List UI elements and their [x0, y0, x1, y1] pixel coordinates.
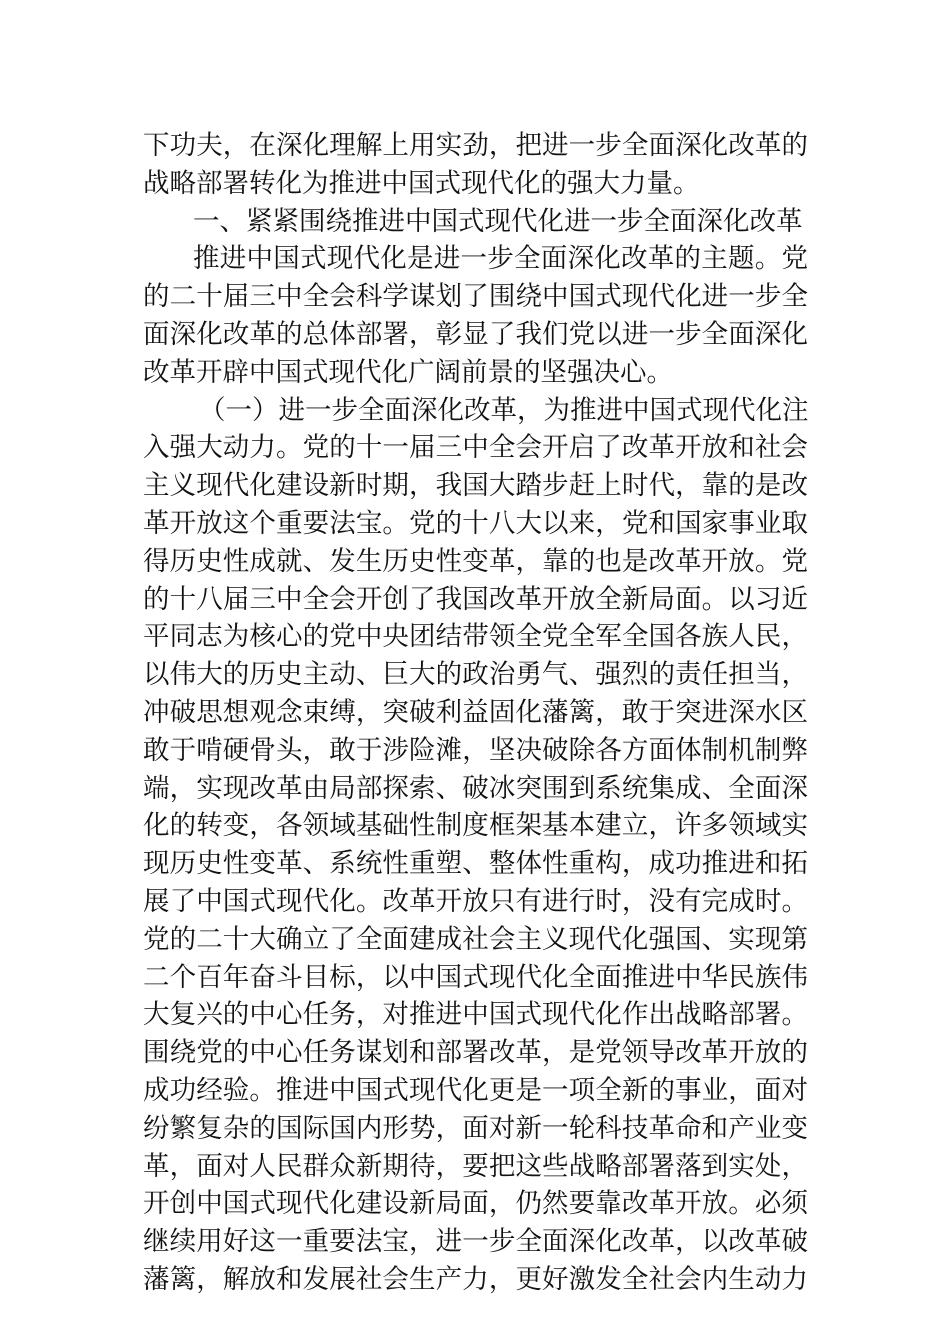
- text-line: 改革开辟中国式现代化广阔前景的坚强决心。: [143, 356, 673, 388]
- text-line: 冲破思想观念束缚，突破利益固化藩篱，敢于突进深水区: [143, 696, 808, 728]
- text-line: 开创中国式现代化建设新局面，仍然要靠改革开放。必须: [143, 1188, 808, 1220]
- text-line: 党的二十大确立了全面建成社会主义现代化强国、实现第: [143, 923, 808, 955]
- text-line: 纷繁复杂的国际国内形势，面对新一轮科技革命和产业变: [143, 1112, 808, 1144]
- text-line: 主义现代化建设新时期，我国大踏步赶上时代，靠的是改: [143, 470, 808, 502]
- text-line: 得历史性成就、发生历史性变革，靠的也是改革开放。党: [143, 545, 808, 577]
- text-line: 化的转变，各领域基础性制度框架基本建立，许多领域实: [143, 810, 808, 842]
- subsection-heading-line: （一）进一步全面深化改革，为推进中国式现代化注: [199, 394, 809, 426]
- text-line: 继续用好这一重要法宝，进一步全面深化改革，以改革破: [143, 1226, 808, 1258]
- text-line: 下功夫，在深化理解上用实劲，把进一步全面深化改革的: [143, 130, 808, 161]
- text-line: 展了中国式现代化。改革开放只有进行时，没有完成时。: [143, 885, 808, 917]
- text-line: 的二十届三中全会科学谋划了围绕中国式现代化进一步全: [143, 281, 808, 313]
- text-line: 藩篱，解放和发展社会生产力，更好激发全社会内生动力: [143, 1263, 808, 1295]
- text-line: 面深化改革的总体部署，彰显了我们党以进一步全面深化: [143, 318, 808, 350]
- document-body: [143, 127, 808, 1299]
- text-line: 革，面对人民群众新期待，要把这些战略部署落到实处，: [143, 1150, 808, 1182]
- text-line: 以伟大的历史主动、巨大的政治勇气、强烈的责任担当，: [143, 659, 808, 691]
- text-line: 战略部署转化为推进中国式现代化的强大力量。: [143, 167, 700, 199]
- text-line: 端，实现改革由局部探索、破冰突围到系统集成、全面深: [143, 772, 808, 804]
- text-line: 围绕党的中心任务谋划和部署改革，是党领导改革开放的: [143, 1037, 808, 1069]
- text-line: 敢于啃硬骨头，敢于涉险滩，坚决破除各方面体制机制弊: [143, 734, 808, 766]
- section-heading: 一、紧紧围绕推进中国式现代化进一步全面深化改革: [193, 205, 803, 237]
- text-line: 现历史性变革、系统性重塑、整体性重构，成功推进和拓: [143, 848, 808, 880]
- text-line: 推进中国式现代化是进一步全面深化改革的主题。党: [193, 243, 808, 275]
- text-line: 的十八届三中全会开创了我国改革开放全新局面。以习近: [143, 583, 808, 615]
- text-line: 革开放这个重要法宝。党的十八大以来，党和国家事业取: [143, 507, 808, 539]
- text-line: 二个百年奋斗目标，以中国式现代化全面推进中华民族伟: [143, 961, 808, 993]
- text-line: 大复兴的中心任务，对推进中国式现代化作出战略部署。: [143, 999, 808, 1031]
- text-line: 成功经验。推进中国式现代化更是一项全新的事业，面对: [143, 1074, 808, 1106]
- text-line: 平同志为核心的党中央团结带领全党全军全国各族人民，: [143, 621, 808, 653]
- text-line: 入强大动力。党的十一届三中全会开启了改革开放和社会: [143, 432, 808, 464]
